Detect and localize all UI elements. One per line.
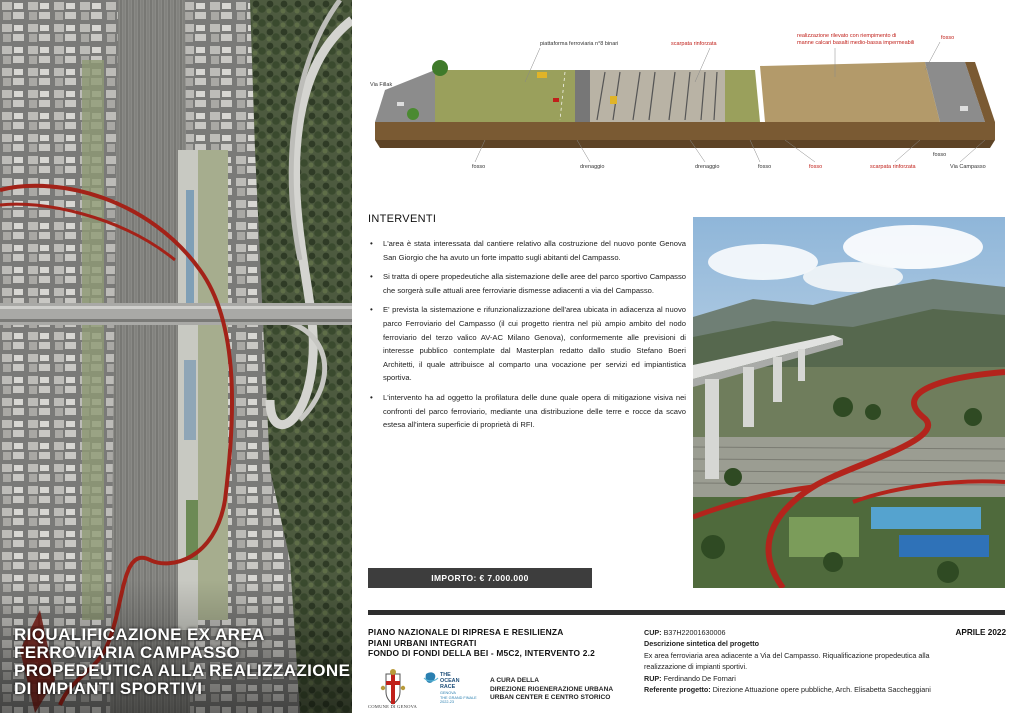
cura-line-3: URBAN CENTER E CENTRO STORICO bbox=[490, 694, 611, 702]
title-line-2: FERROVIARIA CAMPASSO bbox=[14, 643, 241, 662]
label-via-fillak: Via Fillak bbox=[370, 82, 393, 88]
cup-line bbox=[644, 627, 1006, 638]
aerial-plan-image bbox=[0, 0, 352, 713]
label-fosso-4: fosso bbox=[933, 152, 947, 158]
interventi-bullet-1: • L'area è stata interessata dal cantiere relativo alla costruzione del nuovo ponte Genova San Giorgio che ha avuto un forte impatto sugli abitanti del Campasso. bbox=[382, 237, 686, 264]
rup-line bbox=[644, 673, 1006, 684]
title-line-3: PROPEDEUTICA ALLA REALIZZAZIONE bbox=[14, 661, 351, 680]
pnrr-block bbox=[368, 627, 638, 659]
pnrr-line-1: PIANO NAZIONALE DI RIPRESA E RESILIENZA bbox=[368, 627, 564, 637]
pnrr-line-2: PIANI URBANI INTEGRATI bbox=[368, 637, 477, 648]
label-realizzazione-2: manne calcari basalti medio-bassa impermeabili bbox=[797, 40, 915, 46]
cross-section-diagram bbox=[365, 22, 1005, 194]
ocean-race-sub-2: THE GRAND FINALE bbox=[440, 695, 477, 700]
logos-block bbox=[368, 668, 628, 713]
project-title bbox=[14, 625, 351, 698]
label-scarpata-bottom: scarpata rinforzata bbox=[870, 164, 916, 170]
project-render-image bbox=[693, 217, 1005, 588]
interventi-bullet-2: • Si tratta di opere propedeutiche alla sistemazione delle aree del parco sportivo Campasso che sorgerà sulle attuali aree ferroviarie dismesse adiacenti a via del Campasso. bbox=[382, 270, 686, 297]
rup-label: RUP: bbox=[644, 673, 662, 683]
ocean-race-sub-1: GENOVA bbox=[440, 691, 456, 695]
ocean-race-line-3: RACE bbox=[440, 684, 456, 690]
footer-divider bbox=[368, 610, 1005, 615]
ocean-race-line-2: OCEAN bbox=[440, 678, 460, 684]
rup-value: Ferdinando De Fornari bbox=[663, 673, 736, 683]
label-fosso-3: fosso bbox=[809, 164, 823, 170]
interventi-heading: INTERVENTI bbox=[368, 213, 437, 225]
referente-line bbox=[644, 684, 1006, 695]
title-line-1: RIQUALIFICAZIONE EX AREA bbox=[14, 625, 265, 644]
label-fosso-1: fosso bbox=[472, 164, 486, 170]
label-fosso-2: fosso bbox=[758, 164, 772, 170]
cura-line-2: DIREZIONE RIGENERAZIONE URBANA bbox=[490, 685, 614, 693]
project-info-block bbox=[644, 627, 1006, 695]
descr-line-1: Ex area ferroviaria area adiacente a Via del Campasso. Riqualificazione propedeutica alla bbox=[644, 650, 930, 660]
label-scarpata-top: scarpata rinforzata bbox=[671, 41, 717, 47]
label-realizzazione-1: realizzazione rilevato con riempimento di bbox=[797, 33, 897, 39]
referente-label: Referente progetto: bbox=[644, 685, 711, 695]
interventi-section bbox=[368, 213, 686, 438]
comune-genova-text: COMUNE DI GENOVA bbox=[368, 704, 418, 709]
label-drenaggio-2: drenaggio bbox=[695, 164, 720, 170]
label-piattaforma: piattaforma ferroviaria n°8 binari bbox=[540, 41, 619, 47]
label-drenaggio-1: drenaggio bbox=[580, 164, 605, 170]
descr-line-2: realizzazione di impianti sportivi. bbox=[644, 662, 748, 672]
ocean-race-sub-3: 2022-23 bbox=[440, 700, 454, 705]
title-line-4: DI IMPIANTI SPORTIVI bbox=[14, 679, 203, 698]
cura-block bbox=[490, 677, 613, 703]
ocean-race-logo bbox=[440, 672, 477, 705]
descr-heading bbox=[644, 638, 1006, 649]
pnrr-line-3: FONDO DI FONDI DELLA BEI - M5C2, INTERVENTO 2.2 bbox=[368, 648, 596, 658]
label-via-campasso: Via Campasso bbox=[950, 164, 986, 170]
referente-value: Direzione Attuazione opere pubbliche, Arch. Elisabetta Saccheggiani bbox=[712, 685, 931, 695]
project-date: APRILE 2022 bbox=[955, 628, 1006, 637]
interventi-bullet-3: • E' prevista la sistemazione e rifunzionalizzazione dell'area ubicata in adiacenza al nuovo parco Ferroviario del Campasso (il cui progetto rientra nel più ampio ambito del nodo ferroviario del terzo valico AV-AC Milano Genova), conformemente alle previsioni di interesse pubblico contemplate dal Masterplan redatto dallo studio Stefano Boeri Architetti, il quale attribuisce al comparto una vocazione per servizi ed impiantistica sportiva. bbox=[382, 303, 686, 385]
label-fosso-top: fosso bbox=[941, 35, 955, 41]
importo-banner: IMPORTO: € 7.000.000 bbox=[368, 568, 592, 588]
interventi-list bbox=[368, 237, 686, 432]
ocean-race-line-1: THE bbox=[440, 672, 451, 678]
cura-line-1: A CURA DELLA bbox=[490, 677, 539, 684]
interventi-bullet-4: • L'intervento ha ad oggetto la profilatura delle dune quale opera di mitigazione visiva nei confronti del parco ferroviario, mediante una distribuzione delle terre e rocce da scavo estesa all'intera superficie di proprietà di RFI. bbox=[382, 391, 686, 432]
cup-label: CUP: bbox=[644, 628, 662, 637]
descr-label: Descrizione sintetica del progetto bbox=[644, 639, 760, 649]
cup-value: B37H22001630006 bbox=[663, 628, 726, 637]
